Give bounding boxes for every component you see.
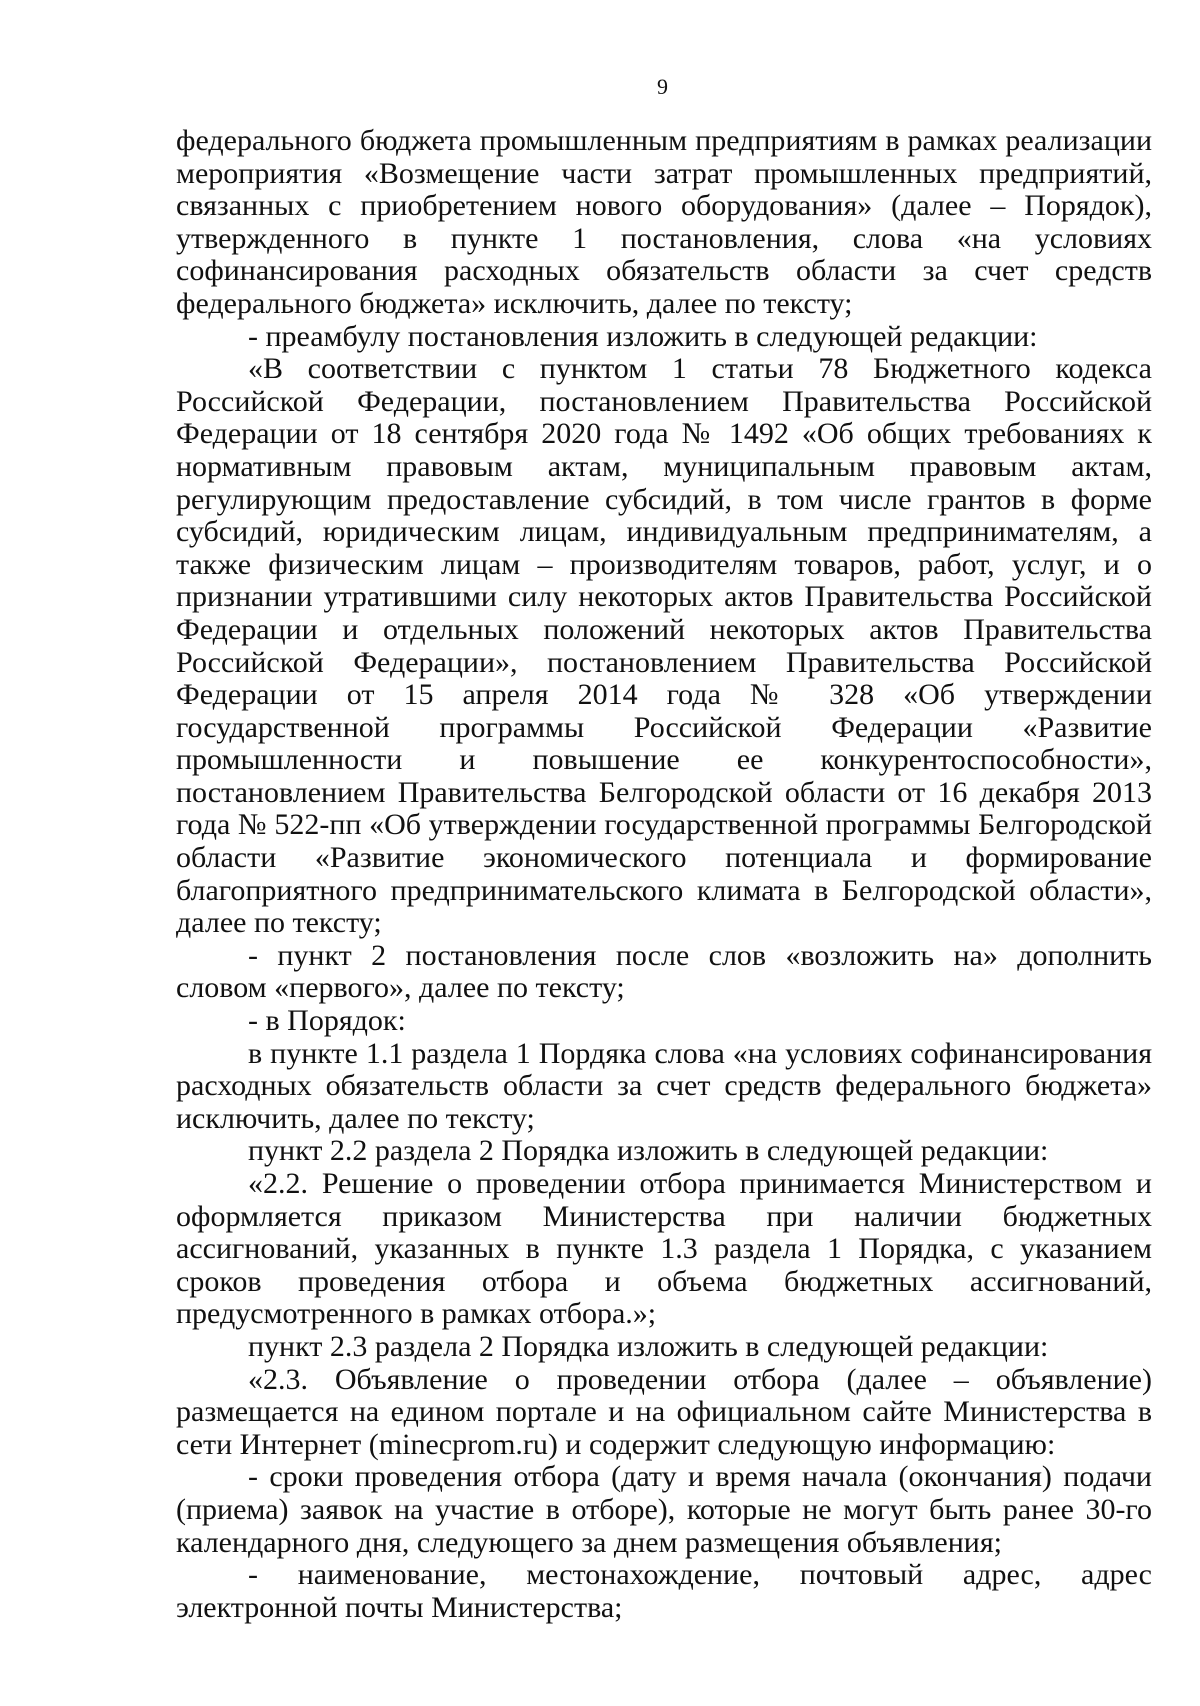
paragraph: «В соответствии с пунктом 1 статьи 78 Бюджетного кодекса Российской Федерации, постановлением Правительства Российской Федерации от 18 сентября 2020 года № 1492 «Об общих требованиях к нормативным правовым актам, муниципальным правовым актам, регулирующим предоставление субсидий, в том числе грантов в форме субсидий, юридическим лицам, индивидуальным предпринимателям, а также физическим лицам – производителям товаров, работ, услуг, и о признании утратившими силу некоторых актов Правительства Российской Федерации и отдельных положений некоторых актов Правительства Российской Федерации», постановлением Правительства Российской Федерации от 15 апреля 2014 года № 328 «Об утверждении государственной программы Российской Федерации «Развитие промышленности и повышение ее конкурентоспособности», постановлением Правительства Белгородской области от 16 декабря 2013 года № 522-пп «Об утверждении государственной программы Белгородской области «Развитие экономического потенциала и формирование благоприятного предпринимательского климата в Белгородской области», далее по тексту; <box>176 352 1152 940</box>
document-body <box>176 125 1152 1624</box>
page-number: 9 <box>657 74 668 99</box>
paragraph: в пункте 1.1 раздела 1 Пордяка слова «на условиях софинансирования расходных обязательств области за счет средств федерального бюджета» исключить, далее по тексту; <box>176 1036 1152 1135</box>
paragraph: - преамбулу постановления изложить в следующей редакции: <box>248 319 1038 353</box>
paragraph: «2.3. Объявление о проведении отбора (далее – объявление) размещается на едином портале и на официальном сайте Министерства в сети Интернет (minecprom.ru) и содержит следующую информацию: <box>176 1362 1152 1461</box>
paragraph: - пункт 2 постановления после слов «возложить на» дополнить словом «первого», далее по тексту; <box>176 938 1152 1005</box>
paragraph: пункт 2.3 раздела 2 Порядка изложить в следующей редакции: <box>248 1329 1049 1363</box>
paragraph: - сроки проведения отбора (дату и время начала (окончания) подачи (приема) заявок на участие в отборе), которые не могут быть ранее 30-го календарного дня, следующего за днем размещения объявления; <box>176 1460 1152 1559</box>
paragraph: пункт 2.2 раздела 2 Порядка изложить в следующей редакции: <box>248 1134 1049 1168</box>
paragraph: - в Порядок: <box>248 1004 406 1038</box>
paragraph: федерального бюджета промышленным предприятиям в рамках реализации мероприятия «Возмещение части затрат промышленных предприятий, связанных с приобретением нового оборудования» (далее – Порядок), утвержденного в пункте 1 постановления, слова «на условиях софинансирования расходных обязательств области за счет средств федерального бюджета» исключить, далее по тексту; <box>176 124 1152 320</box>
paragraph: «2.2. Решение о проведении отбора принимается Министерством и оформляется приказом Министерства при наличии бюджетных ассигнований, указанных в пункте 1.3 раздела 1 Порядка, с указанием сроков проведения отбора и объема бюджетных ассигнований, предусмотренного в рамках отбора.»; <box>176 1167 1152 1331</box>
paragraph: - наименование, местонахождение, почтовый адрес, адрес электронной почты Министерства; <box>176 1558 1152 1624</box>
